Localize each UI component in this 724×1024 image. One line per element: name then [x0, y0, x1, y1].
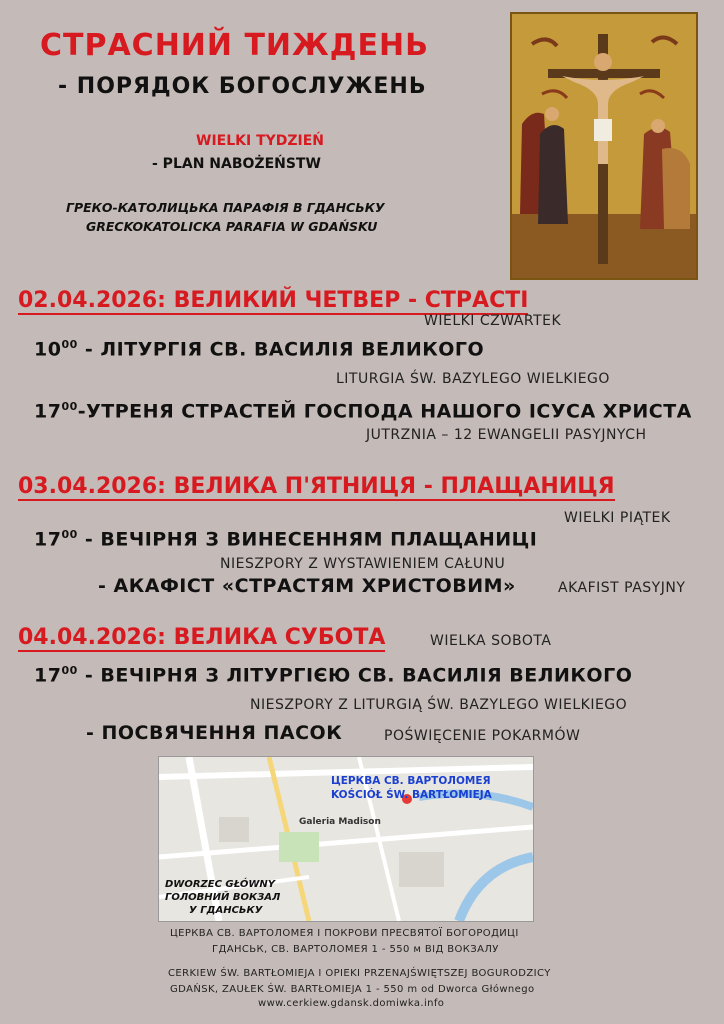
service-pl: JUTRZNIA – 12 EWANGELII PASYJNYCH [366, 427, 647, 443]
service-vespers-friday: $17^{00}$ - ВЕЧІРНЯ З ВИНЕСЕННЯМ ПЛАЩАНИЦІ [34, 528, 538, 551]
map-station-ua: ГОЛОВНИЙ ВОКЗАЛ [165, 892, 281, 903]
service-pl: POŚWIĘCENIE POKARMÓW [384, 728, 581, 744]
day-title-thursday: 02.04.2026: ВЕЛИКИЙ ЧЕТВЕР - СТРАСТІ [18, 288, 529, 313]
parish-name-ua: ГРЕКО-КАТОЛИЦЬКА ПАРАФІЯ В ГДАНСЬКУ [66, 200, 385, 215]
crucifixion-icon [510, 12, 698, 280]
service-pl: AKAFIST PASYJNY [558, 580, 686, 596]
page-title: СТРАСНИЙ ТИЖДЕНЬ [40, 28, 429, 63]
footer-address-pl: GDAŃSK, ZAUŁEK ŚW. BARTŁOMIEJA 1 - 550 m od Dworca Głównego [170, 984, 535, 995]
map-church-pl: KOŚCIÓŁ ŚW. BARTŁOMIEJA [331, 789, 492, 801]
day-pl-thursday: WIELKI CZWARTEK [424, 313, 562, 329]
service-pl: NIESZPORY Z WYSTAWIENIEM CAŁUNU [220, 556, 506, 572]
service-pl: LITURGIA ŚW. BAZYLEGO WIELKIEGO [336, 371, 610, 387]
day-pl-saturday: WIELKA SOBOTA [430, 633, 552, 649]
parish-name-pl: GRECKOKATOLICKA PARAFIA W GDAŃSKU [86, 219, 378, 234]
service-pl: NIESZPORY Z LITURGIĄ ŚW. BAZYLEGO WIELKIEGO [250, 697, 628, 713]
map-station-ua2: У ГДАНСЬКУ [189, 905, 263, 916]
footer-church-ua: ЦЕРКВА СВ. ВАРТОЛОМЕЯ І ПОКРОВИ ПРЕСВЯТОЇ БОГОРОДИЦІ [170, 928, 519, 939]
service-vespers-saturday: $17^{00}$ - ВЕЧІРНЯ З ЛІТУРГІЄЮ СВ. ВАСИЛІЯ ВЕЛИКОГО [34, 664, 633, 687]
map-mall-label: Galeria Madison [299, 817, 381, 827]
day-pl-friday: WIELKI PIĄTEK [564, 510, 671, 526]
footer-website-link[interactable]: www.cerkiew.gdansk.domiwka.info [258, 998, 445, 1009]
location-map[interactable] [158, 756, 534, 922]
map-church-ua: ЦЕРКВА СВ. ВАРТОЛОМЕЯ [331, 775, 491, 787]
day-title-friday: 03.04.2026: ВЕЛИКА П'ЯТНИЦЯ - ПЛАЩАНИЦЯ [18, 474, 615, 499]
polish-title: WIELKI TYDZIEŃ [196, 133, 325, 149]
footer-church-pl: CERKIEW ŚW. BARTŁOMIEJA I OPIEKI PRZENAJŚWIĘTSZEJ BOGURODZICY [168, 968, 551, 979]
service-blessing-saturday: - ПОСВЯЧЕННЯ ПАСОК [86, 722, 343, 744]
page-subtitle: - ПОРЯДОК БОГОСЛУЖЕНЬ [58, 74, 427, 99]
service-akathist-friday: - АКАФІСТ «СТРАСТЯМ ХРИСТОВИМ» [98, 575, 516, 597]
polish-subtitle: - PLAN NABOŻEŃSTW [152, 156, 321, 172]
service-liturgy-thursday: $10^{00}$ - ЛІТУРГІЯ СВ. ВАСИЛІЯ ВЕЛИКОГО [34, 338, 485, 361]
map-station-pl: DWORZEC GŁÓWNY [165, 879, 276, 890]
service-matins-thursday: $17^{00}$-УТРЕНЯ СТРАСТЕЙ ГОСПОДА НАШОГО ІСУСА ХРИСТА [34, 400, 692, 423]
footer-address-ua: ГДАНСЬК, СВ. ВАРТОЛОМЕЯ 1 - 550 м ВІД ВОКЗАЛУ [212, 944, 499, 955]
day-title-saturday: 04.04.2026: ВЕЛИКА СУБОТА [18, 625, 386, 650]
